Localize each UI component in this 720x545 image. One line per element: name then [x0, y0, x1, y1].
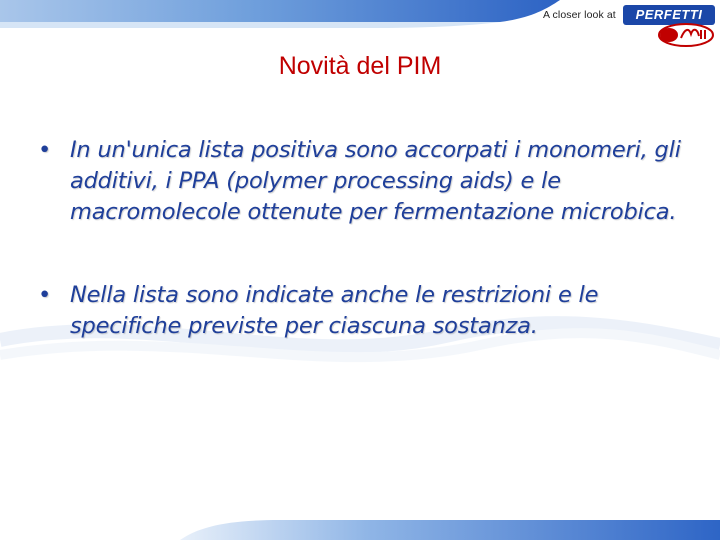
bullet-marker: • [38, 137, 52, 163]
bullet-marker: • [38, 282, 52, 308]
bullet-list [38, 135, 688, 394]
bullet-item [38, 135, 688, 228]
bullet-text: In un'unica lista positiva sono accorpati i monomeri, gli additivi, i PPA (polymer processing aids) e le macromolecole ottenute per fermentazione microbica. [70, 137, 681, 225]
perfetti-logo [623, 5, 715, 49]
slide-title: Novità del PIM [278, 52, 442, 80]
bottom-decorative-band [0, 516, 720, 540]
logo-swirl-icon [657, 22, 715, 48]
logo-text: PERFETTI [635, 7, 703, 22]
bullet-item [38, 280, 688, 342]
header-tagline: A closer look at [543, 9, 616, 21]
bullet-text: Nella lista sono indicate anche le restrizioni e le specifiche previste per ciascuna sostanza. [70, 282, 599, 339]
header-branding [535, 0, 720, 52]
